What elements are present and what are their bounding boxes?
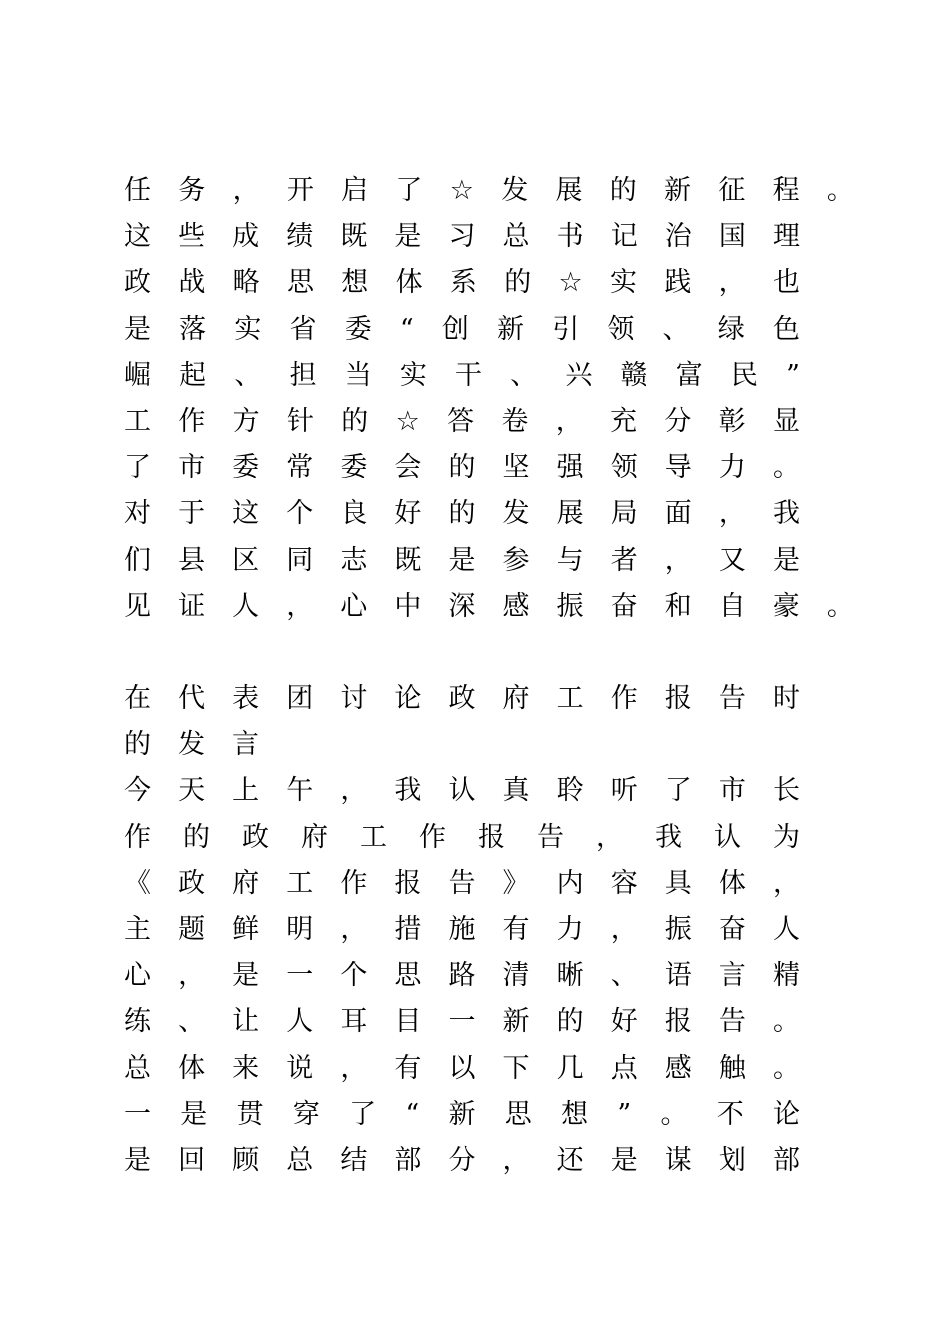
text-line: 总 体 来 说 ， 有 以 下 几 点 感 触 。 [124, 1052, 800, 1084]
document-body [124, 168, 854, 1184]
text-line: 这 些 成 绩 既 是 习 总 书 记 治 国 理 [124, 221, 800, 253]
heading-line: 的 发 言 [124, 729, 259, 761]
text-line: 工 作 方 针 的 ☆ 答 卷 ， 充 分 彰 显 [124, 405, 800, 437]
text-line: 们 县 区 同 志 既 是 参 与 者 ， 又 是 [124, 544, 800, 576]
text-line: 一 是 贯 穿 了 “ 新 思 想 ” 。 不 论 [124, 1098, 800, 1130]
text-line: 练 、 让 人 耳 目 一 新 的 好 报 告 。 [124, 1006, 800, 1038]
heading-line: 在 代 表 团 讨 论 政 府 工 作 报 告 时 [124, 683, 800, 715]
text-line: 心 ， 是 一 个 思 路 清 晰 、 语 言 精 [124, 960, 800, 992]
text-line: 任 务 ， 开 启 了 ☆ 发 展 的 新 征 程 。 [124, 175, 854, 206]
text-line: 《 政 府 工 作 报 告 》 内 容 具 体 ， [124, 867, 800, 899]
text-line: 是 落 实 省 委 “ 创 新 引 领 、 绿 色 [124, 313, 800, 345]
text-line: 主 题 鲜 明 ， 措 施 有 力 ， 振 奋 人 [124, 914, 800, 945]
text-line: 政 战 略 思 想 体 系 的 ☆ 实 践 ， 也 [124, 267, 800, 299]
text-line: 作 的 政 府 工 作 报 告 ， 我 认 为 [124, 821, 800, 853]
text-line: 今 天 上 午 ， 我 认 真 聆 听 了 市 长 [124, 775, 800, 807]
text-line: 了 市 委 常 委 会 的 坚 强 领 导 力 。 [124, 452, 800, 484]
text-line: 见 证 人 ， 心 中 深 感 振 奋 和 自 豪 。 [124, 590, 854, 622]
paragraph-gap [124, 630, 854, 676]
text-line: 对 于 这 个 良 好 的 发 展 局 面 ， 我 [124, 498, 800, 530]
text-line: 是 回 顾 总 结 部 分 ， 还 是 谋 划 部 [124, 1144, 800, 1176]
text-line: 崛 起 、 担 当 实 干 、 兴 赣 富 民 ” [124, 359, 800, 391]
